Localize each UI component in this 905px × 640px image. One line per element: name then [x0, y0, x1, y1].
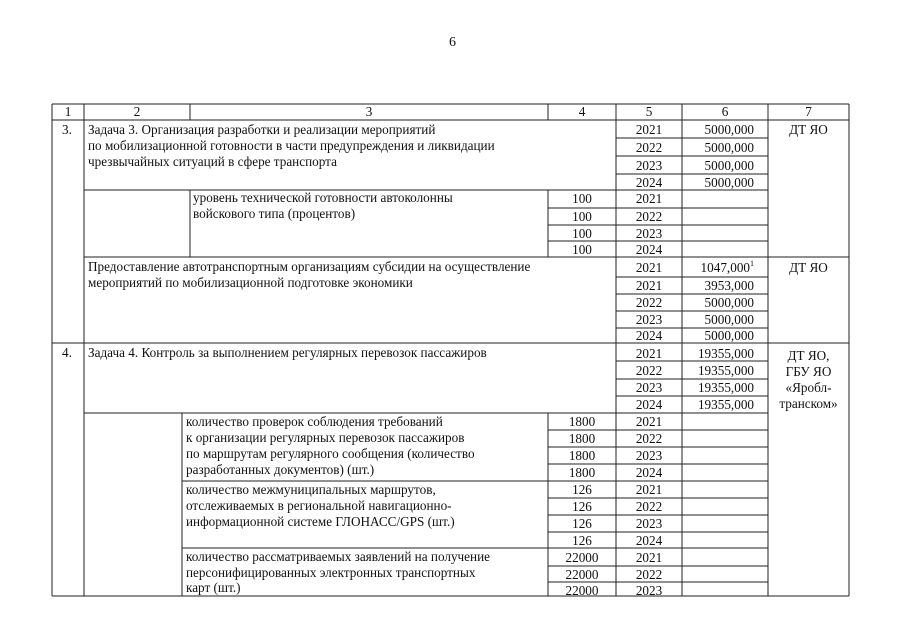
- subsidy-year: 2023: [635, 312, 663, 327]
- task4-amount: 19355,000: [697, 346, 754, 361]
- task3-year: 2024: [635, 175, 663, 190]
- task4-year: 2024: [635, 397, 663, 412]
- indicator-a-line: к организации регулярных перевозок пассажиров: [186, 430, 465, 445]
- subsidy-year: 2021: [635, 260, 663, 275]
- task3-indicator-year: 2024: [635, 242, 663, 257]
- subsidy-amount: 3953,000: [704, 278, 754, 293]
- indicator-b-year: 2023: [635, 516, 663, 531]
- task3-title-line: Задача 3. Организация разработки и реализации мероприятий: [88, 122, 436, 137]
- indicator-c-value: 22000: [565, 550, 599, 565]
- indicator-c-value: 22000: [565, 567, 599, 582]
- task4-executor-line: ГБУ ЯО: [785, 364, 832, 379]
- indicator-a-year: 2021: [635, 414, 663, 429]
- subsidy-amount: 5000,000: [704, 328, 754, 343]
- subsidy-line: мероприятий по мобилизационной подготовке экономики: [88, 275, 413, 290]
- indicator-c-year: 2021: [635, 550, 663, 565]
- indicator-a-line: количество проверок соблюдения требований: [186, 414, 443, 429]
- indicator-c-line: карт (шт.): [186, 580, 241, 595]
- indicator-a-year: 2024: [635, 465, 663, 480]
- task4-executor-line: ДТ ЯО,: [787, 348, 830, 363]
- subsidy-amount-value: 1047,000: [700, 260, 750, 275]
- task4-executor-line: транском»: [779, 396, 838, 411]
- subsidy-year: 2022: [635, 295, 663, 310]
- task3-indicator-value: 100: [572, 226, 592, 241]
- indicator-a-line: разработанных документов) (шт.): [186, 462, 375, 477]
- task4-year: 2023: [635, 380, 663, 395]
- task3-amount: 5000,000: [704, 140, 754, 155]
- indicator-b-value: 126: [572, 482, 592, 497]
- indicator-b-value: 126: [572, 516, 592, 531]
- task3-indicator-line: войскового типа (процентов): [193, 206, 356, 221]
- col-3-header: 3: [365, 104, 373, 119]
- indicator-b-line: количество межмуниципальных маршрутов,: [186, 482, 436, 497]
- task3-amount: 5000,000: [704, 122, 754, 137]
- task3-indicator-value: 100: [572, 209, 592, 224]
- indicator-a-value: 1800: [568, 431, 596, 446]
- indicator-c-year: 2023: [635, 583, 663, 598]
- task3-amount: 5000,000: [704, 158, 754, 173]
- col-7-header: 7: [805, 104, 812, 119]
- subsidy-amount: 5000,000: [704, 312, 754, 327]
- subsidy-year: 2021: [635, 278, 663, 293]
- subsidy-amount: 5000,000: [704, 295, 754, 310]
- task3-indicator-year: 2022: [635, 209, 663, 224]
- col-6-header: 6: [721, 104, 729, 119]
- indicator-c-value: 22000: [565, 583, 599, 598]
- col-5-header: 5: [645, 104, 653, 119]
- task3-amount: 5000,000: [704, 175, 754, 190]
- task4-number: 4.: [62, 345, 72, 360]
- task3-year: 2021: [635, 122, 663, 137]
- task3-year: 2023: [635, 158, 663, 173]
- task3-indicator-value: 100: [572, 191, 592, 206]
- indicator-c-line: количество рассматриваемых заявлений на получение: [186, 549, 491, 564]
- indicator-b-line: информационной системе ГЛОНАСС/GPS (шт.): [186, 514, 455, 529]
- indicator-a-line: по маршрутам регулярного сообщения (количество: [186, 446, 475, 461]
- subsidy-line: Предоставление автотранспортным организациям субсидии на осуществление: [88, 259, 531, 274]
- task3-indicator-value: 100: [572, 242, 592, 257]
- task4-amount: 19355,000: [697, 363, 754, 378]
- task4-year: 2021: [635, 346, 663, 361]
- col-4-header: 4: [578, 104, 586, 119]
- task4-title: Задача 4. Контроль за выполнением регулярных перевозок пассажиров: [88, 345, 487, 360]
- task3-indicator-line: уровень технической готовности автоколонны: [193, 190, 453, 205]
- task3-title-line: по мобилизационной готовности в части предупреждения и ликвидации: [88, 138, 495, 153]
- indicator-b-value: 126: [572, 533, 592, 548]
- indicator-c-line: персонифицированных электронных транспортных: [186, 565, 476, 580]
- task4-amount: 19355,000: [697, 380, 754, 395]
- task3-number: 3.: [62, 122, 72, 137]
- task4-amount: 19355,000: [697, 397, 754, 412]
- task4-executor-line: «Яробл-: [785, 380, 832, 395]
- subsidy-executor: ДТ ЯО: [789, 260, 828, 275]
- indicator-b-year: 2024: [635, 533, 663, 548]
- indicator-b-year: 2022: [635, 499, 663, 514]
- task3-year: 2022: [635, 140, 663, 155]
- indicator-c-year: 2022: [635, 567, 663, 582]
- page-number: 6: [449, 35, 456, 50]
- indicator-a-value: 1800: [568, 414, 596, 429]
- task3-executor: ДТ ЯО: [789, 122, 828, 137]
- indicator-b-year: 2021: [635, 482, 663, 497]
- task3-title-line: чрезвычайных ситуаций в сфере транспорта: [88, 154, 337, 169]
- indicator-b-line: отслеживаемых в региональной навигационно-: [186, 498, 452, 513]
- subsidy-amount: [682, 260, 754, 276]
- indicator-a-value: 1800: [568, 465, 596, 480]
- task4-year: 2022: [635, 363, 663, 378]
- task3-indicator-year: 2023: [635, 226, 663, 241]
- col-2-header: 2: [133, 104, 141, 119]
- task3-indicator-year: 2021: [635, 191, 663, 206]
- indicator-a-year: 2022: [635, 431, 663, 446]
- subsidy-year: 2024: [635, 328, 663, 343]
- indicator-a-year: 2023: [635, 448, 663, 463]
- col-1-header: 1: [64, 104, 72, 119]
- indicator-a-value: 1800: [568, 448, 596, 463]
- indicator-b-value: 126: [572, 499, 592, 514]
- footnote-mark: 1: [750, 259, 754, 268]
